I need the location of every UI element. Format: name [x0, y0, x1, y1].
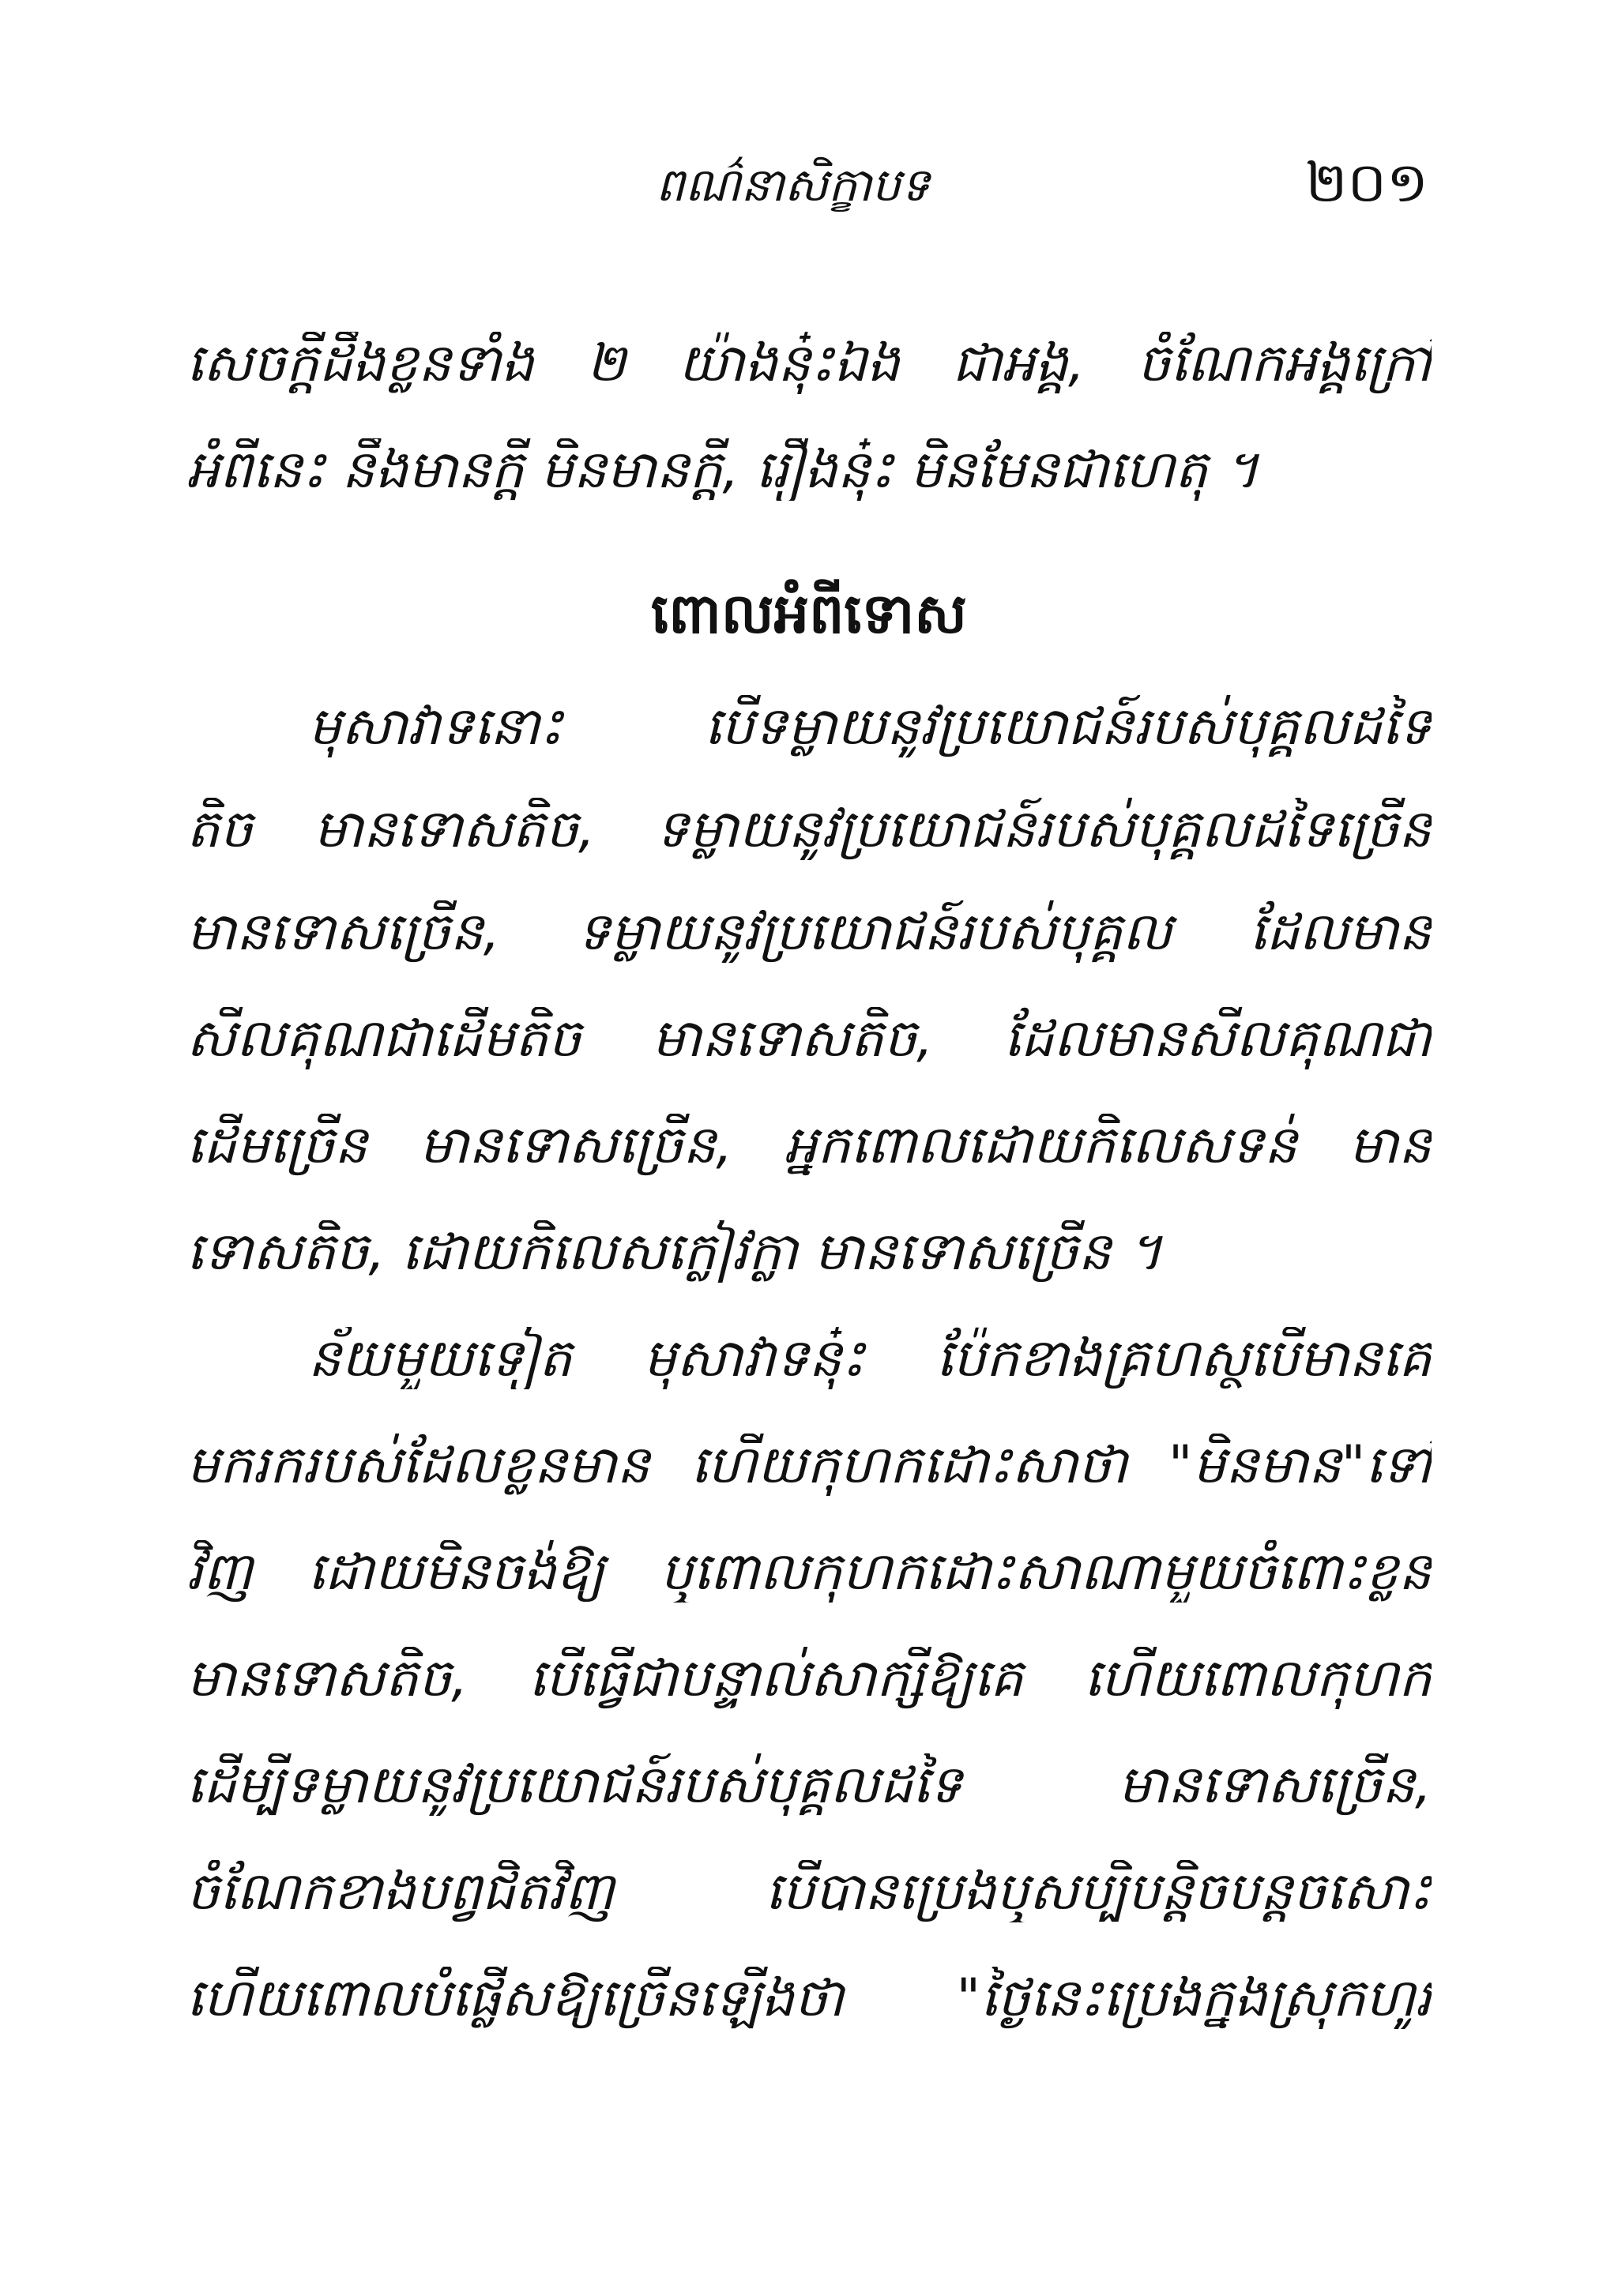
intro-line: អំពីនេះ នឹងមានក្ដី មិនមានក្ដី, រឿងនុ៎ះ មិនមែនជាហេតុ ។ [186, 439, 1259, 500]
paragraph-line: ហើយពោលបំផ្លើសឱ្យច្រើនឡើងថា "ថ្ងៃនេះប្រេងក្នុងស្រុកហូរ [186, 1967, 1432, 2028]
paragraph-line: ន័យមួយទៀត មុសាវាទនុ៎ះ ប៉ែកខាងគ្រហស្ថបើមានគេ [308, 1328, 1432, 1388]
paragraph-line: មុសាវាទនោះ បើទម្លាយនូវប្រយោជន៍របស់បុគ្គលដទៃ [308, 696, 1432, 757]
paragraph-line: មានទោសតិច, បើធ្វើជាបន្ទាល់សាក្សីឱ្យគេ ហើយពោលកុហក [186, 1648, 1432, 1708]
paragraph-line: តិច មានទោសតិច, ទម្លាយនូវប្រយោជន៍របស់បុគ្គលដទៃច្រើន [186, 799, 1432, 859]
section-heading: ពោលអំពីទោស [651, 581, 967, 646]
running-title: ពណ៌នាសិក្ខាបទ [656, 158, 930, 212]
paragraph-line: មករករបស់ដែលខ្លួនមាន ហើយកុហកដោះសាថា "មិនមាន"ទៅ [186, 1434, 1432, 1495]
intro-line: សេចក្ដីដឹងខ្លួនទាំង ២ យ៉ាងនុ៎ះឯង ជាអង្គ, ចំណែកអង្គក្រៅ [186, 333, 1432, 393]
paragraph-line: មានទោសច្រើន, ទម្លាយនូវប្រយោជន៍របស់បុគ្គល ដែលមាន [186, 901, 1432, 962]
paragraph-line: ដើម្បីទម្លាយនូវប្រយោជន៍របស់បុគ្គលដទៃ មានទោសច្រើន, [186, 1754, 1432, 1815]
paragraph-line: សីលគុណជាដើមតិច មានទោសតិច, ដែលមានសីលគុណជា [186, 1008, 1432, 1069]
paragraph-line: វិញ ដោយមិនចង់ឱ្យ ឬពោលកុហកដោះសាណាមួយចំពោះខ្លួន [186, 1541, 1432, 1602]
paragraph-line: ទោសតិច, ដោយកិលេសក្លៀវក្លា មានទោសច្រើន ។ [186, 1221, 1163, 1282]
paragraph-line: ដើមច្រើន មានទោសច្រើន, អ្នកពោលដោយកិលេសទន់ មាន [186, 1114, 1432, 1175]
page-number: ២០១ [1305, 150, 1428, 215]
paragraph-line: ចំណែកខាងបព្វជិតវិញ បើបានប្រេងឬសប្បិបន្តិចបន្តួចសោះ [186, 1861, 1432, 1922]
